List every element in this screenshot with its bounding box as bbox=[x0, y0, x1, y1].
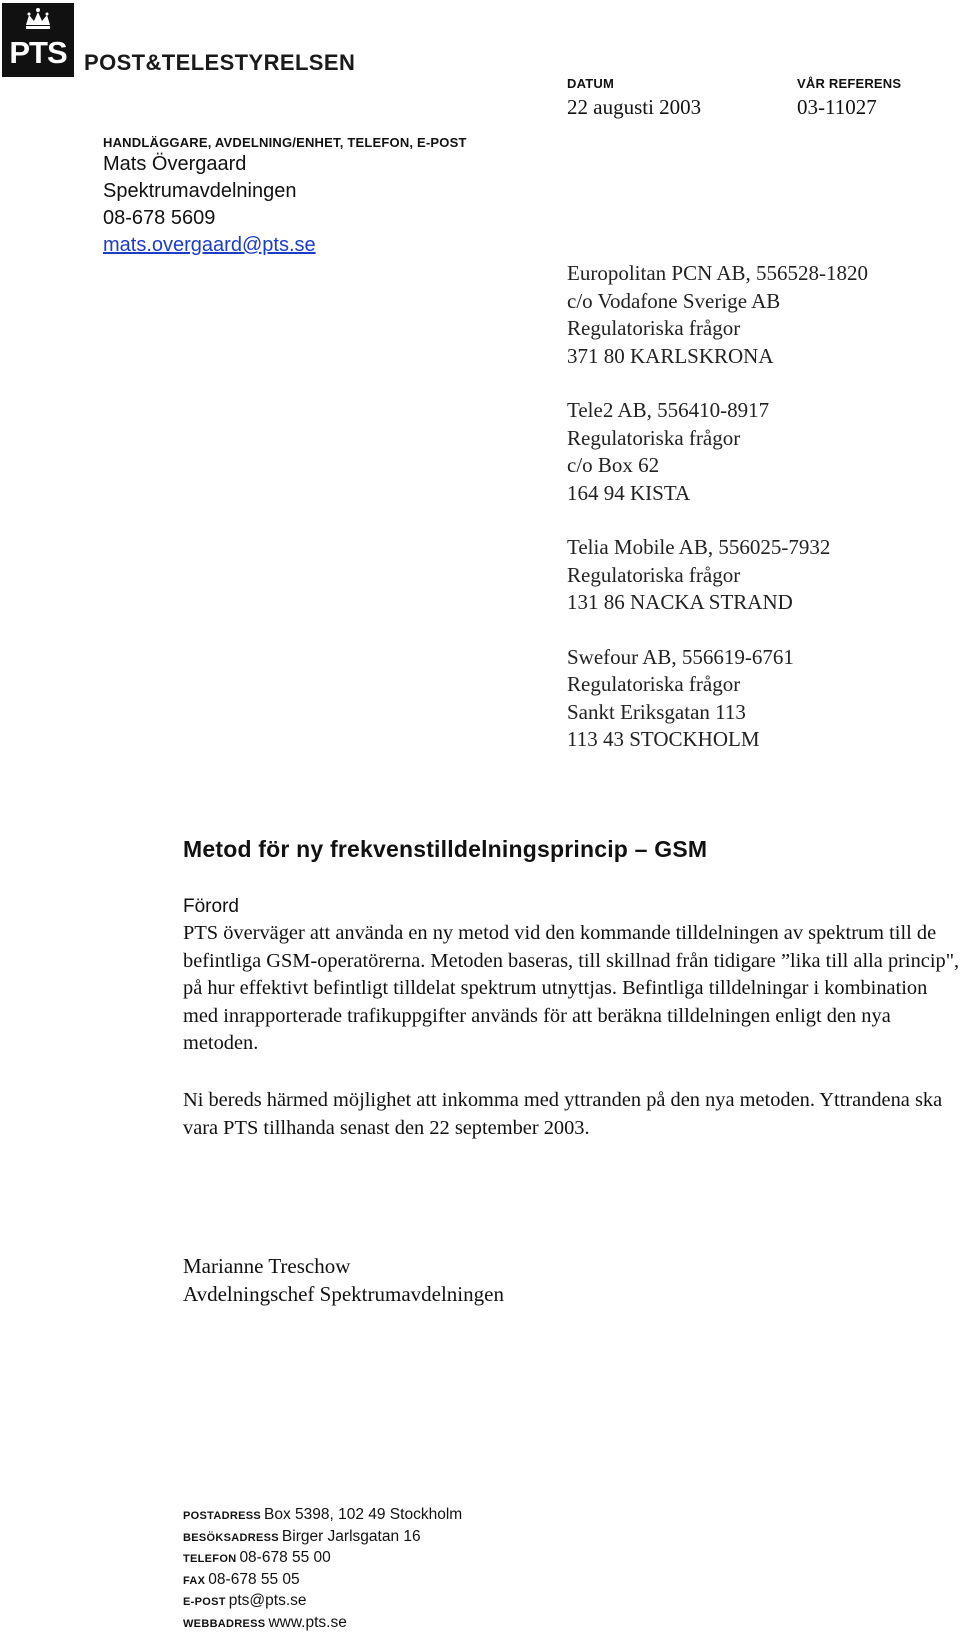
footer-web-value[interactable]: www.pts.se bbox=[268, 1614, 346, 1631]
footer-email bbox=[183, 1591, 462, 1613]
recipient-line: 371 80 KARLSKRONA bbox=[567, 343, 868, 371]
recipient-line: 131 86 NACKA STRAND bbox=[567, 589, 868, 617]
handler-department: Spektrumavdelningen bbox=[103, 178, 316, 205]
recipients-block bbox=[567, 260, 868, 781]
recipient-line: c/o Box 62 bbox=[567, 452, 868, 480]
footer-fax-label: FAX bbox=[183, 1575, 205, 1587]
reference-label: VÅR REFERENS bbox=[797, 76, 901, 91]
handler-email-link[interactable]: mats.overgaard@pts.se bbox=[103, 234, 316, 256]
reference-value: 03-11027 bbox=[797, 95, 877, 120]
footer-fax-value: 08-678 55 05 bbox=[208, 1571, 299, 1588]
date-value: 22 augusti 2003 bbox=[567, 95, 701, 120]
signature-block bbox=[183, 1252, 504, 1308]
recipient-line: Europolitan PCN AB, 556528-1820 bbox=[567, 260, 868, 288]
footer-postal-label: POSTADRESS bbox=[183, 1510, 261, 1522]
recipient-line: Swefour AB, 556619-6761 bbox=[567, 644, 868, 672]
handler-name: Mats Övergaard bbox=[103, 151, 316, 178]
recipient-line: Telia Mobile AB, 556025-7932 bbox=[567, 534, 868, 562]
footer-phone-value: 08-678 55 00 bbox=[239, 1549, 330, 1566]
footer-email-label: E-POST bbox=[183, 1596, 226, 1608]
recipient-address bbox=[567, 534, 868, 617]
recipient-line: Regulatoriska frågor bbox=[567, 671, 868, 699]
recipient-line: Sankt Eriksgatan 113 bbox=[567, 699, 868, 727]
footer-visit-value: Birger Jarlsgatan 16 bbox=[282, 1528, 421, 1545]
recipient-line: Tele2 AB, 556410-8917 bbox=[567, 397, 868, 425]
recipient-line: Regulatoriska frågor bbox=[567, 425, 868, 453]
handler-phone: 08-678 5609 bbox=[103, 205, 316, 232]
logo-mark-text: PTS bbox=[6, 35, 70, 71]
signature-title: Avdelningschef Spektrumavdelningen bbox=[183, 1280, 504, 1308]
recipient-address bbox=[567, 644, 868, 754]
pts-logo bbox=[2, 3, 74, 77]
logo-name: POST&TELESTYRELSEN bbox=[84, 50, 384, 76]
recipient-address bbox=[567, 397, 868, 507]
recipient-address bbox=[567, 260, 868, 370]
footer-phone bbox=[183, 1548, 462, 1570]
recipient-line: c/o Vodafone Sverige AB bbox=[567, 288, 868, 316]
footer-postal-value: Box 5398, 102 49 Stockholm bbox=[264, 1506, 462, 1523]
footer-web-label: WEBBADRESS bbox=[183, 1618, 265, 1630]
letter-subject: Metod för ny frekvenstilldelningsprincip – GSM bbox=[183, 836, 707, 863]
footer-visit-label: BESÖKSADRESS bbox=[183, 1532, 279, 1544]
footer-web bbox=[183, 1613, 462, 1634]
signature-name: Marianne Treschow bbox=[183, 1252, 504, 1280]
recipient-line: Regulatoriska frågor bbox=[567, 315, 868, 343]
footer-fax bbox=[183, 1570, 462, 1592]
recipient-line: 164 94 KISTA bbox=[567, 480, 868, 508]
body-paragraph-1: PTS överväger att använda en ny metod vid den kommande tilldelningen av spektrum till de befintliga GSM-operatörerna. Metoden baseras, till skillnad från tidigare ”lika till alla princip", på hur effektivt befintligt tilldelat spektrum utnyttjas. Befintliga tilldelningar i kombination med inrapporterade trafikuppgifter används för att beräkna tilldelningen enligt den nya metoden. bbox=[183, 920, 960, 1058]
date-label: DATUM bbox=[567, 76, 614, 91]
footer-postal bbox=[183, 1505, 462, 1527]
handler-block bbox=[103, 151, 316, 259]
footer-visit bbox=[183, 1527, 462, 1549]
footer-phone-label: TELEFON bbox=[183, 1553, 236, 1565]
body-paragraph-2: Ni bereds härmed möjlighet att inkomma med yttranden på den nya metoden. Yttrandena ska vara PTS tillhanda senast den 22 september 2003. bbox=[183, 1087, 960, 1142]
footer-contact bbox=[183, 1505, 462, 1634]
recipient-line: 113 43 STOCKHOLM bbox=[567, 726, 868, 754]
recipient-line: Regulatoriska frågor bbox=[567, 562, 868, 590]
handler-label: HANDLÄGGARE, AVDELNING/ENHET, TELEFON, E-POST bbox=[103, 135, 467, 150]
preface-heading: Förord bbox=[183, 896, 239, 918]
footer-email-value[interactable]: pts@pts.se bbox=[229, 1592, 307, 1609]
